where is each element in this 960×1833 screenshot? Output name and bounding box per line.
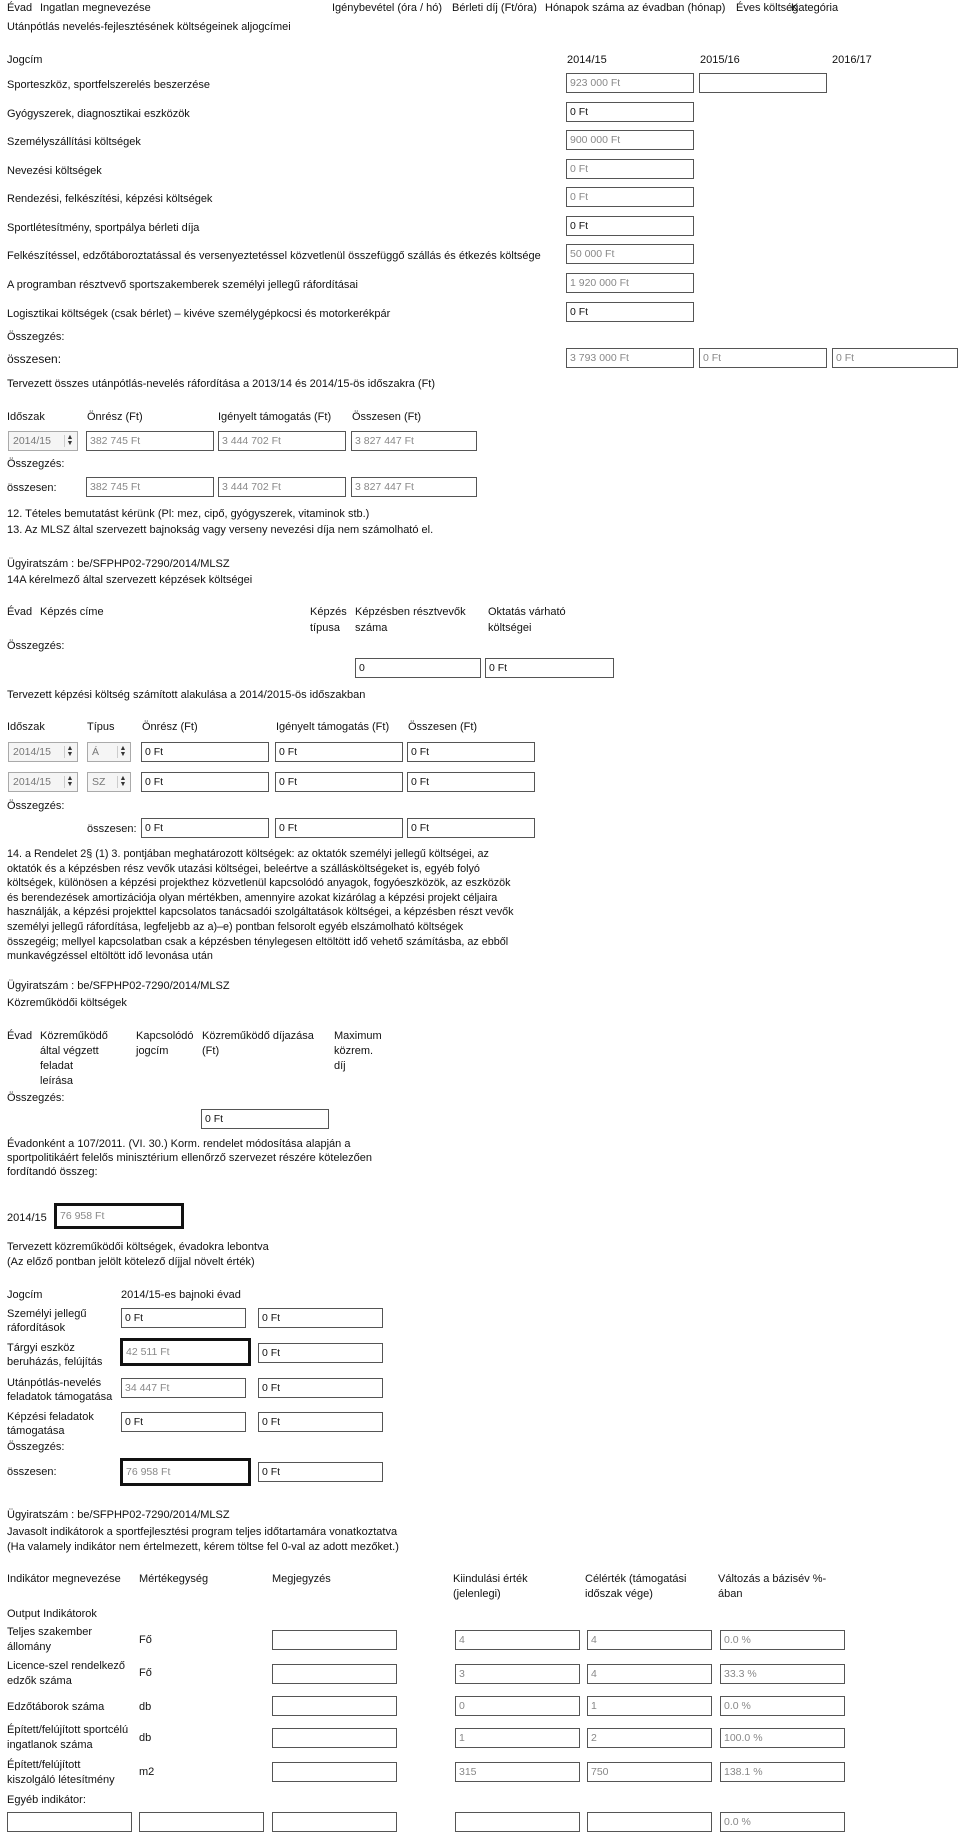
col-valtozas: Változás a bázisév %- <box>718 1573 827 1585</box>
col-jogcim: jogcím <box>136 1045 169 1057</box>
summary-label: Összegzés: <box>7 331 65 343</box>
osszesen-input[interactable]: 3 827 447 Ft <box>351 431 477 451</box>
col-evad: Évad <box>7 606 33 618</box>
col-max-dij: Maximum <box>334 1030 382 1042</box>
onresz-input[interactable]: 0 Ft <box>141 742 269 762</box>
cost-input[interactable]: 0 Ft <box>566 102 694 122</box>
participants-sum[interactable]: 0 <box>355 658 481 678</box>
indicator-change-input[interactable]: 100.0 % <box>720 1728 845 1748</box>
igenyelt-total[interactable]: 3 444 702 Ft <box>218 477 346 497</box>
col-max-dij: díj <box>334 1060 346 1072</box>
col-valtozas: ában <box>718 1588 743 1600</box>
indicator-name: Licence-szel rendelkező <box>7 1660 126 1672</box>
indicator-unit: Fő <box>139 1634 152 1646</box>
training-plan-title: Tervezett képzési költség számított alakulása a 2014/2015-ös időszakban <box>7 689 366 701</box>
cost-label: Gyógyszerek, diagnosztikai eszközök <box>7 108 190 120</box>
total-2015-16[interactable]: 0 Ft <box>699 348 827 368</box>
summary-label: Összegzés: <box>7 1441 65 1453</box>
cost-input[interactable]: 923 000 Ft <box>566 73 694 93</box>
col-feladat: Közreműködő <box>40 1030 108 1042</box>
planned-header: Időszak <box>7 411 45 423</box>
col-kiindulasi: Kiindulási érték <box>453 1573 528 1585</box>
col-ingatlan: Ingatlan megnevezése <box>40 2 151 14</box>
indicator-note-input[interactable] <box>272 1630 397 1650</box>
col-kepzes-tipusa: típusa <box>310 622 340 634</box>
indicator-note-input[interactable] <box>272 1762 397 1782</box>
indicator-name: Teljes szakember <box>7 1626 92 1638</box>
osszesen-total[interactable]: 3 827 447 Ft <box>351 477 477 497</box>
cost-label: A programban résztvevő sportszakemberek személyi jellegű ráfordításai <box>7 279 358 291</box>
cost-label: Sporteszköz, sportfelszerelés beszerzése <box>7 79 210 91</box>
osszesen-input[interactable]: 0 Ft <box>407 772 535 792</box>
breakdown-input[interactable]: 0 Ft <box>258 1343 383 1363</box>
total-label: összesen: <box>7 482 57 494</box>
case-number: Ügyiratszám : be/SFPHP02-7290/2014/MLSZ <box>7 980 230 992</box>
igenyelt-total[interactable]: 0 Ft <box>275 818 403 838</box>
col-dijazas: Közreműködő díjazása <box>202 1030 314 1042</box>
note-12: 12. Tételes bemutatást kérünk (Pl: mez, cipő, gyógyszerek, vitaminok stb.) <box>7 508 370 520</box>
other-indicator-unit-input[interactable] <box>139 1812 264 1832</box>
indicator-start-input[interactable]: 4 <box>455 1630 580 1650</box>
indicator-target-input[interactable]: 750 <box>587 1762 712 1782</box>
cost-input[interactable]: 0 Ft <box>566 187 694 207</box>
cost-label: Sportlétesítmény, sportpálya bérleti díja <box>7 222 200 234</box>
col-kepzes-tipusa: Képzés <box>310 606 347 618</box>
breakdown-label: támogatása <box>7 1425 65 1437</box>
plan-header: Összesen (Ft) <box>408 721 478 733</box>
breakdown-label: Személyi jellegű <box>7 1308 87 1320</box>
onresz-total[interactable]: 0 Ft <box>141 818 269 838</box>
period-select[interactable]: 2014/15 ▲ ▼ <box>8 431 78 451</box>
indicator-start-input[interactable]: 3 <box>455 1664 580 1684</box>
summary-label: Összegzés: <box>7 458 65 470</box>
col-evad: Évad <box>7 1030 33 1042</box>
indicator-target-input[interactable]: 4 <box>587 1630 712 1650</box>
indicators-title: Javasolt indikátorok a sportfejlesztési program teljes időtartamára vonatkoztatva <box>7 1526 398 1538</box>
fee-sum[interactable]: 0 Ft <box>201 1109 329 1129</box>
spinner-arrows-icon: ▲ ▼ <box>117 776 128 788</box>
other-indicator-name-input[interactable] <box>7 1812 132 1832</box>
indicators-title: (Ha valamely indikátor nem értelmezett, kérem töltse fel 0-val az adott mezőket.) <box>7 1541 399 1553</box>
cost-input[interactable]: 0 Ft <box>566 302 694 322</box>
type-select[interactable]: Á ▲ ▼ <box>87 742 131 762</box>
col-celertek: Célérték (támogatási <box>585 1573 687 1585</box>
col-resztvevok: száma <box>355 622 388 634</box>
indicator-name: kiszolgáló létesítmény <box>7 1774 115 1786</box>
indicator-note-input[interactable] <box>272 1728 397 1748</box>
col-max-dij: közrem. <box>334 1045 374 1057</box>
breakdown-input[interactable]: 0 Ft <box>258 1308 383 1328</box>
case-number: Ügyiratszám : be/SFPHP02-7290/2014/MLSZ <box>7 558 230 570</box>
breakdown-input[interactable]: 42 511 Ft <box>120 1338 251 1366</box>
breakdown-title: (Az előző pontban jelölt kötelező díjjal növelt érték) <box>7 1256 255 1268</box>
indicator-start-input[interactable]: 1 <box>455 1728 580 1748</box>
total-label: összesen: <box>7 1466 57 1478</box>
type-select[interactable]: SZ ▲ ▼ <box>87 772 131 792</box>
indicator-name: Edzőtáborok száma <box>7 1701 105 1713</box>
col-igenybevetel: Igénybevétel (óra / hó) <box>332 2 443 14</box>
breakdown-input[interactable]: 0 Ft <box>121 1308 246 1328</box>
col-megjegyzes: Megjegyzés <box>272 1573 331 1585</box>
summary-label: Összegzés: <box>7 1092 65 1104</box>
season-header: 2016/17 <box>832 54 872 66</box>
col-dijazas: (Ft) <box>202 1045 220 1057</box>
col-feladat: leírása <box>40 1075 74 1087</box>
spinner-arrows-icon: ▲ ▼ <box>64 435 75 447</box>
other-indicator-start-input[interactable] <box>455 1812 580 1832</box>
plan-header: Igényelt támogatás (Ft) <box>276 721 390 733</box>
igenyelt-input[interactable]: 0 Ft <box>275 772 403 792</box>
breakdown-input[interactable]: 0 Ft <box>121 1412 246 1432</box>
col-berleti-dij: Bérleti díj (Ft/óra) <box>452 2 537 14</box>
indicator-change-input[interactable]: 0.0 % <box>720 1630 845 1650</box>
fees-title: Közreműködői költségek <box>7 997 127 1009</box>
breakdown-label: beruházás, felújítás <box>7 1356 103 1368</box>
col-oktatas: költségei <box>488 622 532 634</box>
cost-input[interactable]: 0 Ft <box>566 216 694 236</box>
indicator-target-input[interactable]: 2 <box>587 1728 712 1748</box>
indicator-note-input[interactable] <box>272 1696 397 1716</box>
breakdown-label: Tárgyi eszköz <box>7 1342 75 1354</box>
paragraph-14: 14. a Rendelet 2§ (1) 3. pontjában meghatározott költségek: az oktatók személyi jellegű költségei, az oktatók és a képzésben rész vevők utazási költségei, beleértve a szállásköltségeket is, egyéb folyó költségek, különösen a képzési projekthez közvetlenül kapcsolódó anyagok, fogyóeszközök, az eszközök és berendezések amortizációja olyan mértékben, amennyire azokat kizárólag a képzési projekt céljaira használják, a képzési projekttel kapcsolatos tanácsadói szolgáltatások költségei, a képzésben részt vevők személyi jellegű ráfordítása, legfeljebb az a)–e) pontban felsorolt egyéb elszámolható költségek összegéig; mellyel kapcsolatban csak a képzésben ténylegesen eltöltött idő vehető számításba, az ebből munkavégzéssel eltöltött idő levonása után <box>7 848 514 963</box>
indicator-start-input[interactable]: 315 <box>455 1762 580 1782</box>
breakdown-label: Utánpótlás-nevelés <box>7 1377 102 1389</box>
indicator-unit: m2 <box>139 1766 155 1778</box>
indicator-unit: db <box>139 1732 152 1744</box>
indicator-name: edzők száma <box>7 1675 72 1687</box>
subtitle: Utánpótlás nevelés-fejlesztésének költségeinek aljogcímei <box>7 21 291 33</box>
planned-header: Önrész (Ft) <box>87 411 143 423</box>
breakdown-total[interactable]: 76 958 Ft <box>120 1458 251 1486</box>
case-number: Ügyiratszám : be/SFPHP02-7290/2014/MLSZ <box>7 1509 230 1521</box>
col-kiindulasi: (jelenlegi) <box>453 1588 501 1600</box>
breakdown-input[interactable]: 0 Ft <box>258 1412 383 1432</box>
statement: Évadonként a 107/2011. (VI. 30.) Korm. rendelet módosítása alapján a sportpolitikáért felelős minisztérium ellenőrző szervezet részére kötelezően fordítandó összeg: <box>7 1138 372 1178</box>
indicator-change-input[interactable]: 138.1 % <box>720 1762 845 1782</box>
osszesen-total[interactable]: 0 Ft <box>407 818 535 838</box>
total-label: összesen: <box>7 352 62 366</box>
total-2016-17[interactable]: 0 Ft <box>832 348 958 368</box>
plan-header: Önrész (Ft) <box>142 721 198 733</box>
note-13: 13. Az MLSZ által szervezett bajnokság vagy verseny nevezési díja nem számolható el. <box>7 524 434 536</box>
cost-label: Személyszállítási költségek <box>7 136 141 148</box>
indicator-name: ingatlanok száma <box>7 1739 93 1751</box>
cost-label: Nevezési költségek <box>7 165 102 177</box>
breakdown-input[interactable]: 0 Ft <box>258 1378 383 1398</box>
breakdown-label: ráfordítások <box>7 1322 66 1334</box>
col-season: 2014/15-es bajnoki évad <box>121 1289 241 1301</box>
breakdown-label: Képzési feladatok <box>7 1411 94 1423</box>
other-indicator-change-input[interactable]: 0.0 % <box>720 1812 845 1832</box>
planned-title: Tervezett összes utánpótlás-nevelés ráfordítása a 2013/14 és 2014/15-ös időszakra (Ft) <box>7 378 436 390</box>
indicator-unit: db <box>139 1701 152 1713</box>
plan-header: Időszak <box>7 721 45 733</box>
plan-header: Típus <box>87 721 115 733</box>
indicator-start-input[interactable]: 0 <box>455 1696 580 1716</box>
output-label: Output Indikátorok <box>7 1608 97 1620</box>
col-kategoria: Kategória <box>791 2 839 14</box>
spinner-arrows-icon: ▲ ▼ <box>64 776 75 788</box>
col-celertek: időszak vége) <box>585 1588 653 1600</box>
indicator-name: állomány <box>7 1641 52 1653</box>
igenyelt-input[interactable]: 3 444 702 Ft <box>218 431 346 451</box>
breakdown-total[interactable]: 0 Ft <box>258 1462 383 1482</box>
onresz-input[interactable]: 382 745 Ft <box>86 431 214 451</box>
other-indicator-label: Egyéb indikátor: <box>7 1794 86 1806</box>
col-mertekegyseg: Mértékegység <box>139 1573 209 1585</box>
col-evad: Évad <box>7 2 33 14</box>
jogcim-header: Jogcím <box>7 54 43 66</box>
indicator-change-input[interactable]: 0.0 % <box>720 1696 845 1716</box>
spinner-arrows-icon: ▲ ▼ <box>64 746 75 758</box>
cost-sum[interactable]: 0 Ft <box>485 658 614 678</box>
col-jogcim: Jogcím <box>7 1289 43 1301</box>
planned-header: Igényelt támogatás (Ft) <box>218 411 332 423</box>
cost-label: Rendezési, felkészítési, képzési költségek <box>7 193 213 205</box>
col-jogcim: Kapcsolódó <box>136 1030 194 1042</box>
col-feladat: által végzett <box>40 1045 99 1057</box>
col-kepzes-cime: Képzés címe <box>40 606 104 618</box>
total-2014-15[interactable]: 3 793 000 Ft <box>566 348 694 368</box>
indicator-unit: Fő <box>139 1667 152 1679</box>
spinner-arrows-icon: ▲ ▼ <box>117 746 128 758</box>
season-header: 2015/16 <box>700 54 740 66</box>
period-select[interactable]: 2014/15 ▲ ▼ <box>8 742 78 762</box>
osszesen-input[interactable]: 0 Ft <box>407 742 535 762</box>
total-label: összesen: <box>87 823 137 835</box>
cost-input[interactable]: 0 Ft <box>566 159 694 179</box>
indicator-note-input[interactable] <box>272 1664 397 1684</box>
breakdown-label: feladatok támogatása <box>7 1391 113 1403</box>
cost-input[interactable]: 900 000 Ft <box>566 130 694 150</box>
indicator-name: Épített/felújított sportcélú <box>7 1724 129 1736</box>
statement-season: 2014/15 <box>7 1212 47 1224</box>
col-eves-koltseg: Éves költség <box>736 2 799 14</box>
col-resztvevok: Képzésben résztvevők <box>355 606 466 618</box>
other-indicator-target-input[interactable] <box>587 1812 712 1832</box>
col-oktatas: Oktatás várható <box>488 606 566 618</box>
summary-label: Összegzés: <box>7 800 65 812</box>
indicator-change-input[interactable]: 33.3 % <box>720 1664 845 1684</box>
summary-label: Összegzés: <box>7 640 65 652</box>
planned-header: Összesen (Ft) <box>352 411 422 423</box>
indicator-name: Épített/felújított <box>7 1759 81 1771</box>
indicator-target-input[interactable]: 4 <box>587 1664 712 1684</box>
season-header: 2014/15 <box>567 54 607 66</box>
igenyelt-input[interactable]: 0 Ft <box>275 742 403 762</box>
cost-input[interactable]: 50 000 Ft <box>566 244 694 264</box>
cost-label: Felkészítéssel, edzőtáboroztatással és versenyeztetéssel közvetlenül összefüggő szállás és étkezés költsége <box>7 250 541 262</box>
indicator-target-input[interactable]: 1 <box>587 1696 712 1716</box>
onresz-input[interactable]: 0 Ft <box>141 772 269 792</box>
training-title: 14A kérelmező által szervezett képzések költségei <box>7 574 253 586</box>
other-indicator-note-input[interactable] <box>272 1812 397 1832</box>
breakdown-title: Tervezett közreműködői költségek, évadokra lebontva <box>7 1241 269 1253</box>
mandatory-fee-input[interactable]: 76 958 Ft <box>54 1203 184 1229</box>
cost-input[interactable] <box>699 73 827 93</box>
col-honapok: Hónapok száma az évadban (hónap) <box>545 2 726 14</box>
col-indikator: Indikátor megnevezése <box>7 1573 121 1585</box>
cost-input[interactable]: 1 920 000 Ft <box>566 273 694 293</box>
breakdown-input[interactable]: 34 447 Ft <box>121 1378 246 1398</box>
period-select[interactable]: 2014/15 ▲ ▼ <box>8 772 78 792</box>
cost-label: Logisztikai költségek (csak bérlet) – kivéve személygépkocsi és motorkerékpár <box>7 308 391 320</box>
col-feladat: feladat <box>40 1060 74 1072</box>
onresz-total[interactable]: 382 745 Ft <box>86 477 214 497</box>
